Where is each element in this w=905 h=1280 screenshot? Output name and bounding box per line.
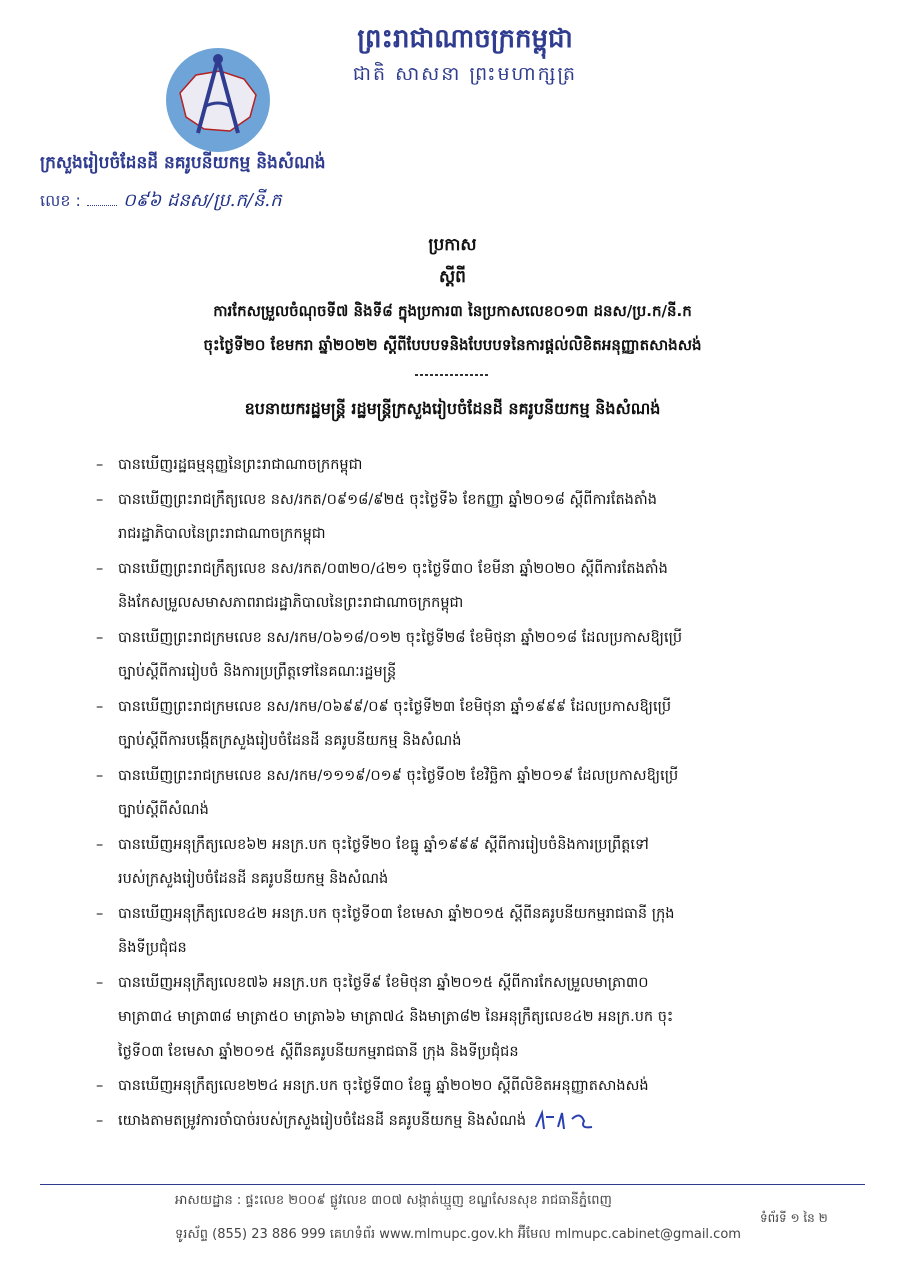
bullet-dash: – [96,457,104,473]
list-item-line: បានឃើញរដ្ឋធម្មនុញ្ញនៃព្រះរាជាណាចក្រកម្ពុជា [118,457,363,473]
bullet-dash: – [96,836,104,853]
dotted-line [87,205,117,206]
list-item [70,483,850,552]
bullet-dash: – [96,767,104,784]
bullet-dash: – [96,698,104,715]
list-item-line: បានឃើញអនុក្រឹត្យលេខ៦២ អនក្រ.បក ចុះថ្ងៃទី២០ ខែធ្នូ ឆ្នាំ១៩៩៩ ស្តីពីការរៀបចំនិងការប្រព្រឹត្តទៅ [118,836,649,853]
bullet-dash: – [96,1112,104,1129]
bullet-dash: – [96,491,104,508]
list-item-line: យោងតាមតម្រូវការចាំបាច់របស់ក្រសួងរៀបចំដែនដី នគរូបនីយកម្ម និងសំណង់ [118,1104,850,1139]
list-item-line: របស់ក្រសួងរៀបចំដែនដី នគរូបនីយកម្ម និងសំណង់ [118,871,389,887]
list-item-line: បានឃើញអនុក្រឹត្យលេខ២២៤ អនក្រ.បក ចុះថ្ងៃទី៣០ ខែធ្នូ ឆ្នាំ២០២០ ស្តីពីលិខិតអនុញ្ញាតសាងសង់ [118,1078,649,1094]
list-item-line: បានឃើញអនុក្រឹត្យលេខ៧៦ អនក្រ.បក ចុះថ្ងៃទី៩ ខែមិថុនា ឆ្នាំ២០១៥ ស្តីពីការកែសម្រួលមាត្រា៣០ [118,974,649,991]
reference-number [40,188,282,215]
bullet-dash: – [96,974,104,991]
kingdom-title: ព្រះរាជាណាចក្រកម្ពុជា [357,24,573,54]
list-item [70,966,850,1070]
bullet-dash: – [96,629,104,646]
national-motto: ជាតិ សាសនា ព្រះមហាក្សត្រ [352,63,578,85]
reference-value: ០៩៦ ដនស/ប្រ.ក/នី.ក [122,190,282,211]
bullet-dash: – [96,905,104,922]
doc-subject-line-1: ការកែសម្រួលចំណុចទី៧ និងទី៨ ក្នុងប្រការ៣ នៃប្រកាសលេខ០១៣ ដនស/ប្រ.ក/នី.ក [213,302,692,320]
doc-subject-line-2: ចុះថ្ងៃទី២០ ខែមករា ឆ្នាំ២០២២ ស្តីពីបែបបទនិងបែបបទនៃការផ្តល់លិខិតអនុញ្ញាតសាងសង់ [203,336,702,354]
list-item-line: បានឃើញព្រះរាជក្រឹត្យលេខ នស/រកត/០៩១៨/៩២៥ ចុះថ្ងៃទី៦ ខែកញ្ញា ឆ្នាំ២០១៨ ស្តីពីការតែងតាំង [118,491,657,508]
reference-label: លេខ : [40,191,81,210]
bullet-dash: – [96,1078,104,1094]
visa-list [70,448,850,1138]
list-item [70,552,850,621]
page-number: ទំព័រទី ១ នៃ ២ [760,1211,828,1225]
list-item-line: មាត្រា៣៤ មាត្រា៣៨ មាត្រា៥០ មាត្រា៦៦ មាត្រា៧៤ និងមាត្រា៨២ នៃអនុក្រឹត្យលេខ៤២ អនក្រ.បក ចុះ [118,1009,674,1025]
list-item-line: ច្បាប់ស្តីពីការបង្កើតក្រសួងរៀបចំដែនដី នគរូបនីយកម្ម និងសំណង់ [118,733,462,749]
list-item [70,1069,850,1104]
list-item [70,897,850,966]
list-item [70,1104,850,1139]
list-item [70,448,850,483]
list-item-line: រាជរដ្ឋាភិបាលនៃព្រះរាជាណាចក្រកម្ពុជា [118,526,326,542]
list-item [70,690,850,759]
handwritten-initial [532,1109,602,1133]
list-item [70,828,850,897]
bullet-dash: – [96,560,104,577]
ministry-name: ក្រសួងរៀបចំដែនដី នគរូបនីយកម្ម និងសំណង់ [40,153,326,173]
list-item-line: បានឃើញអនុក្រឹត្យលេខ៤២ អនក្រ.បក ចុះថ្ងៃទី០៣ ខែមេសា ឆ្នាំ២០១៥ ស្តីពីនគរូបនីយកម្មរាជធានី ក្រុង [118,905,675,922]
doc-subject-heading: ស្តីពី [439,267,466,287]
footer-rule [40,1184,865,1185]
list-item-line: បានឃើញព្រះរាជក្រមលេខ នស/រកម/០៦១៨/០១២ ចុះថ្ងៃទី២៨ ខែមិថុនា ឆ្នាំ២០១៨ ដែលប្រកាសឱ្យប្រើ [118,629,683,646]
list-item-line: បានឃើញព្រះរាជក្រមលេខ នស/រកម/១១១៩/០១៩ ចុះថ្ងៃទី០២ ខែវិច្ឆិកា ឆ្នាំ២០១៩ ដែលប្រកាសឱ្យប្រើ [118,767,679,784]
list-item-line: និងកែសម្រួលសមាសភាពរាជរដ្ឋាភិបាលនៃព្រះរាជាណាចក្រកម្ពុជា [118,595,464,611]
list-item [70,621,850,690]
ministry-logo [158,45,278,155]
footer-contact: ទូរស័ព្ទ (855) 23 886 999 គេហទំព័រ www.mlmupc.gov.kh អ៊ីមែល mlmupc.cabinet@gmail.com [175,1227,741,1242]
list-item-line: និងទីប្រជុំជន [118,940,187,956]
doc-type-heading: ប្រកាស [428,235,477,255]
list-item-line: ថ្ងៃទី០៣ ខែមេសា ឆ្នាំ២០១៥ ស្តីពីនគរូបនីយកម្មរាជធានី ក្រុង និងទីប្រជុំជន [118,1043,519,1060]
list-item-line: បានឃើញព្រះរាជក្រឹត្យលេខ នស/រកត/០៣២០/៤២១ ចុះថ្ងៃទី៣០ ខែមីនា ឆ្នាំ២០២០ ស្តីពីការតែងតាំង [118,560,668,577]
ornament-divider [415,374,490,376]
issuer-heading: ឧបនាយករដ្ឋមន្ត្រី រដ្ឋមន្ត្រីក្រសួងរៀបចំដែនដី នគរូបនីយកម្ម និងសំណង់ [244,399,661,418]
list-item [70,759,850,828]
footer-address: អាសយដ្ឋាន : ផ្ទះលេខ ២០០៩ ផ្លូវលេខ ៣០៧ សង្កាត់ឃ្មួញ ខណ្ឌសែនសុខ រាជធានីភ្នំពេញ [175,1193,612,1208]
list-item-line: បានឃើញព្រះរាជក្រមលេខ នស/រកម/០៦៩៩/០៩ ចុះថ្ងៃទី២៣ ខែមិថុនា ឆ្នាំ១៩៩៩ ដែលប្រកាសឱ្យប្រើ [118,698,672,715]
list-item-line: ច្បាប់ស្តីពីសំណង់ [118,802,209,818]
list-item-line: ច្បាប់ស្តីពីការរៀបចំ និងការប្រព្រឹត្តទៅនៃគណៈរដ្ឋមន្ត្រី [118,664,397,680]
